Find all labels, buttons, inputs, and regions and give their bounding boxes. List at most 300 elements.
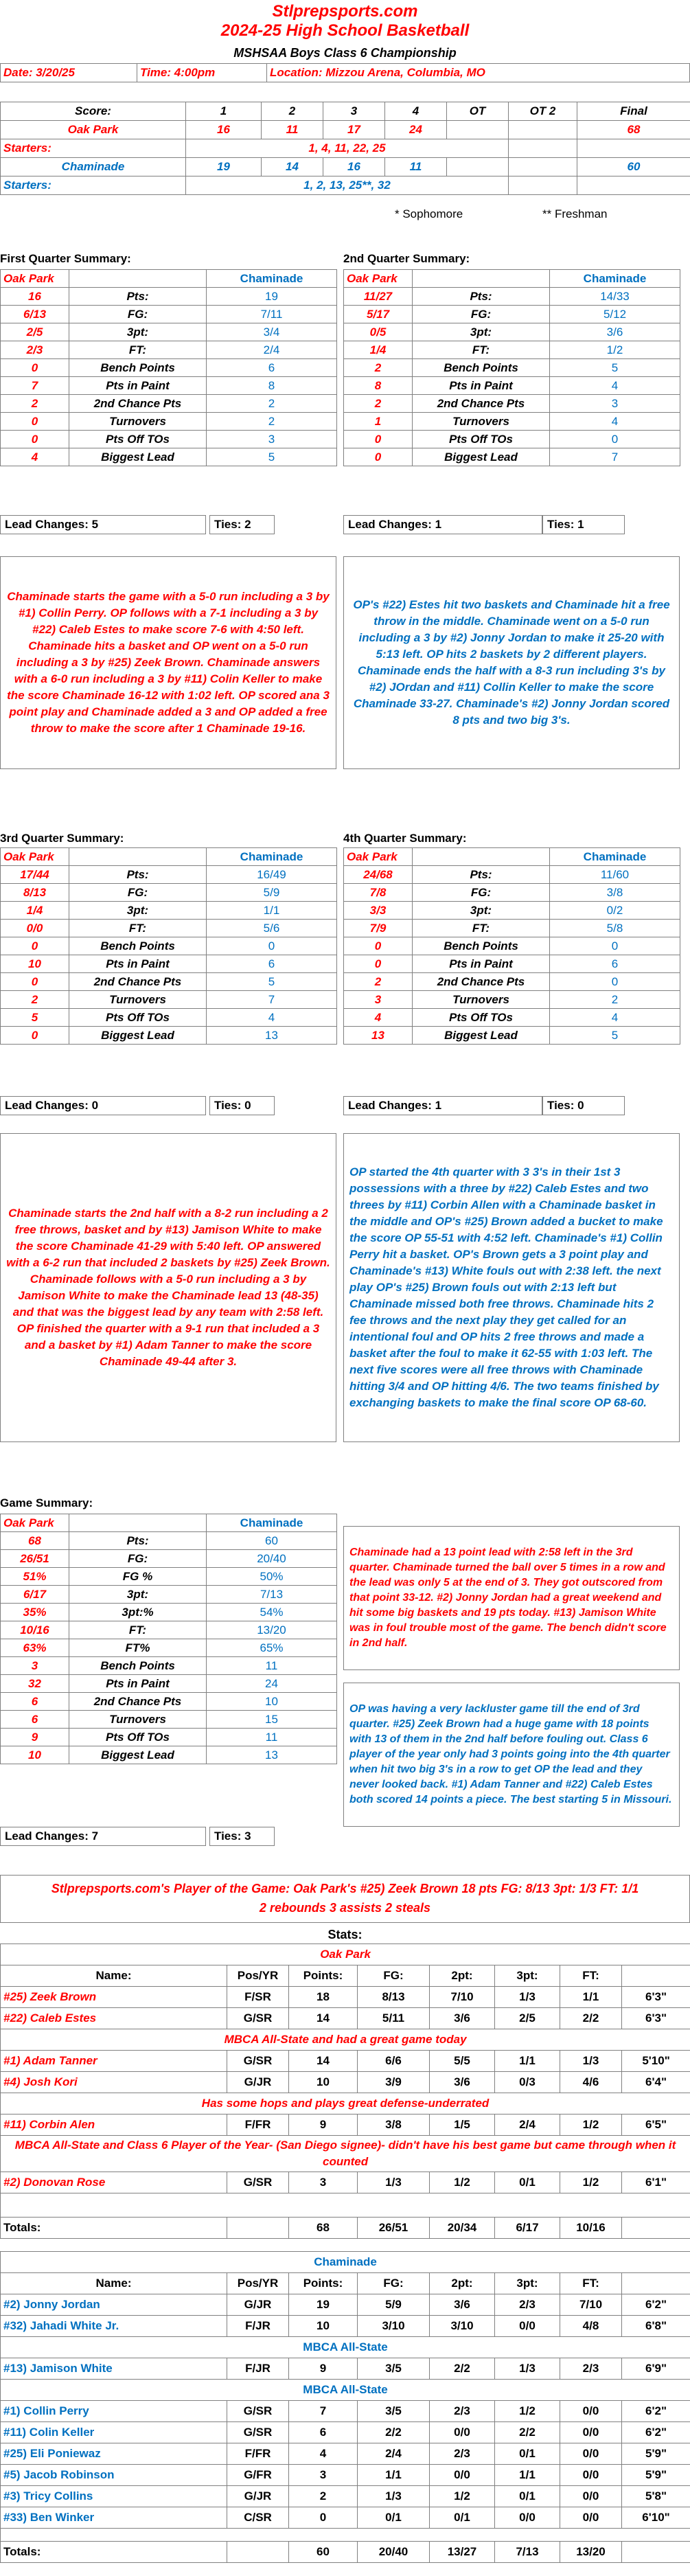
team-b-label: Chaminade	[550, 270, 680, 288]
player-pos: G/JR	[227, 2072, 289, 2093]
totals-ft: 10/16	[560, 2218, 622, 2239]
q3-title: 3rd Quarter Summary:	[0, 832, 124, 845]
q3-a-lead: 0	[1, 1027, 69, 1045]
player-pos: F/JR	[227, 2316, 289, 2337]
player-ft: 2/2	[560, 2008, 622, 2029]
player-ft: 4/8	[560, 2316, 622, 2337]
q1-b-lead: 5	[207, 448, 337, 466]
player-name: #2) Donovan Rose	[1, 2172, 227, 2193]
q3-b-to: 7	[207, 991, 337, 1009]
score-col-4: 4	[385, 102, 447, 121]
player-pos: C/SR	[227, 2507, 289, 2529]
table-row	[1, 2316, 690, 2337]
q2-b-lead: 7	[550, 448, 680, 466]
q4-b-paint: 6	[550, 955, 680, 973]
table-row	[1, 2051, 690, 2072]
score-col-final: Final	[577, 102, 690, 121]
player-2pt: 5/5	[430, 2051, 495, 2072]
q3-ties: Ties: 0	[209, 1096, 275, 1115]
chaminade-stats-table	[0, 2251, 690, 2563]
player-pos: G/FR	[227, 2465, 289, 2486]
player-height: 6'3"	[622, 1987, 690, 2008]
col-header: FG:	[358, 2273, 430, 2294]
player-ft: 7/10	[560, 2294, 622, 2316]
q3-b-3pt: 1/1	[207, 902, 337, 920]
q3-a-pts: 17/44	[1, 866, 69, 884]
q2-ties: Ties: 1	[542, 515, 625, 534]
game-b-fg: 20/40	[207, 1550, 337, 1568]
player-name: #3) Tricy Collins	[1, 2486, 227, 2507]
table-row	[1, 2294, 690, 2316]
score-cell: 16	[323, 158, 385, 176]
table-row	[1, 2008, 690, 2029]
player-name: #22) Caleb Estes	[1, 2008, 227, 2029]
player-note: MBCA All-State and had a great game today	[1, 2029, 690, 2051]
player-3pt: 0/1	[495, 2172, 560, 2193]
col-header: FG:	[358, 1965, 430, 1987]
player-name: #4) Josh Kori	[1, 2072, 227, 2093]
starters-list: 1, 4, 11, 22, 25	[186, 139, 509, 158]
q4-b-fg: 3/8	[550, 884, 680, 902]
player-name: #5) Jacob Robinson	[1, 2465, 227, 2486]
player-2pt: 0/1	[430, 2507, 495, 2529]
q4-a-ptsto: 4	[344, 1009, 413, 1027]
player-name: #25) Zeek Brown	[1, 1987, 227, 2008]
stat-label: 3pt:	[69, 1586, 207, 1604]
stat-label: Pts:	[69, 866, 207, 884]
team-b-label: Chaminade	[550, 848, 680, 866]
game-b-ftpct: 65%	[207, 1639, 337, 1657]
stat-label: FG:	[413, 884, 550, 902]
score-cell: 11	[385, 158, 447, 176]
q2-a-2nd: 2	[344, 395, 413, 413]
stat-label: Biggest Lead	[413, 1027, 550, 1045]
q3-a-fg: 8/13	[1, 884, 69, 902]
player-ft: 0/0	[560, 2443, 622, 2465]
q3-a-ptsto: 5	[1, 1009, 69, 1027]
player-2pt: 1/2	[430, 2172, 495, 2193]
game-a-3ptpct: 35%	[1, 1604, 69, 1621]
player-points: 14	[289, 2051, 358, 2072]
q3-b-paint: 6	[207, 955, 337, 973]
q1-b-ptsto: 3	[207, 431, 337, 448]
oak-park-stats-table	[0, 1944, 690, 2239]
q1-a-paint: 7	[1, 377, 69, 395]
game-b-3ptpct: 54%	[207, 1604, 337, 1621]
q4-narrative: OP started the 4th quarter with 3 3's in their 1st 3 possessions with a three by #22) Caleb Estes and two threes by #11) Corbin Allen with a Chaminade basket in the middle and OP's #25) Brown added a bucket to make the score OP 55-51 with 4:52 left. Chaminade's #1) Collin Perry hit a basket. OP's Brown gets a 3 point play and Chaminade's #13) White fouls out with 2:38 left. the next play OP's #25) Brown fouls out with 2:13 left but Chaminade missed both free throws. Chaminade hits 2 fee throws and the next play they get called for an intentional foul and OP hits 2 free throws and made a basket after the foul to make it 62-55 with 1:03 left. The next five scores were all free throws with Chaminade hitting 3/4 and OP hitting 4/6. The two teams finished by exchanging baskets to make the final score OP 68-60.	[343, 1133, 680, 1442]
player-ft: 1/2	[560, 2172, 622, 2193]
game-summary-title: Game Summary:	[0, 1496, 93, 1509]
q1-narrative: Chaminade starts the game with a 5-0 run including a 3 by #1) Collin Perry. OP follows with a 7-1 including a 3 by #22) Caleb Estes to make score 7-6 with 4:50 left. Chaminade hits a basket and OP went on a 5-0 run including a 3 by #25) Zeek Brown. Chaminade answers with a 6-0 run including a 3 by #11) Colin Keller to make the score Chaminade 16-12 with 1:02 left. OP scored ana 3 point play and Chaminade added a 3 and OP added a free throw to make the score after 1 Chaminade 19-16.	[0, 556, 336, 769]
team-name: Chaminade	[1, 158, 186, 176]
stat-label: 3pt:	[413, 323, 550, 341]
q2-b-paint: 4	[550, 377, 680, 395]
player-height: 6'4"	[622, 2072, 690, 2093]
table-row	[1, 2443, 690, 2465]
game-a-lead: 10	[1, 1746, 69, 1764]
score-cell: 24	[385, 121, 447, 139]
player-height: 5'9"	[622, 2465, 690, 2486]
score-row-chaminade	[1, 158, 690, 176]
score-cell	[447, 158, 509, 176]
player-pos: G/SR	[227, 2422, 289, 2443]
q1-b-to: 2	[207, 413, 337, 431]
totals-fg: 20/40	[358, 2542, 430, 2563]
game-b-ptsto: 11	[207, 1729, 337, 1746]
game-b-lead: 13	[207, 1746, 337, 1764]
q2-a-ft: 1/4	[344, 341, 413, 359]
stat-label: Pts Off TOs	[69, 1009, 207, 1027]
team-a-label: Oak Park	[1, 270, 69, 288]
player-ft: 0/0	[560, 2401, 622, 2422]
player-3pt: 1/3	[495, 2358, 560, 2380]
player-name: #32) Jahadi White Jr.	[1, 2316, 227, 2337]
q4-b-pts: 11/60	[550, 866, 680, 884]
q2-narrative: OP's #22) Estes hit two baskets and Chaminade hit a free throw in the middle. Chaminade went on a 5-0 run including a 3 by #2) Jonny Jordan to make it 25-20 with 5:13 left. OP hits 2 baskets by 2 different players. Chaminade ends the half with a 8-3 run including 3's by #2) JOrdan and #11) Collin Keller to make the score Chaminade 33-27. Chaminade's #2) Jonny Jordan scored 8 pts and two big 3's.	[343, 556, 680, 769]
stat-label: Pts Off TOs	[413, 431, 550, 448]
player-height: 5'9"	[622, 2443, 690, 2465]
starters-row-chaminade	[1, 176, 690, 195]
player-3pt: 1/2	[495, 2401, 560, 2422]
player-3pt: 0/0	[495, 2316, 560, 2337]
q4-b-bench: 0	[550, 937, 680, 955]
game-b-3pt: 7/13	[207, 1586, 337, 1604]
q3-a-2nd: 0	[1, 973, 69, 991]
score-cell: 19	[186, 158, 262, 176]
score-cell: 17	[323, 121, 385, 139]
stat-label: 3pt:	[413, 902, 550, 920]
q4-a-3pt: 3/3	[344, 902, 413, 920]
player-points: 4	[289, 2443, 358, 2465]
q4-b-ft: 5/8	[550, 920, 680, 937]
stat-label: Pts in Paint	[69, 1675, 207, 1693]
player-ft: 4/6	[560, 2072, 622, 2093]
player-pos: F/SR	[227, 1987, 289, 2008]
stat-label: Biggest Lead	[69, 448, 207, 466]
stat-label: Pts in Paint	[413, 955, 550, 973]
player-height: 6'1"	[622, 2172, 690, 2193]
player-height: 6'8"	[622, 2316, 690, 2337]
stat-label: Pts Off TOs	[69, 1729, 207, 1746]
player-height: 6'5"	[622, 2115, 690, 2136]
player-ft: 0/0	[560, 2465, 622, 2486]
stat-label: FT%	[69, 1639, 207, 1657]
q3-summary-table	[0, 847, 337, 1045]
q4-title: 4th Quarter Summary:	[343, 832, 467, 845]
player-2pt: 3/6	[430, 2072, 495, 2093]
totals-cell	[227, 2218, 289, 2239]
col-header: Name:	[1, 1965, 227, 1987]
starters-label: Starters:	[1, 176, 186, 195]
player-3pt: 2/2	[495, 2422, 560, 2443]
table-row	[1, 2115, 690, 2136]
q1-a-ptsto: 0	[1, 431, 69, 448]
player-fg: 5/11	[358, 2008, 430, 2029]
score-col-ot: OT	[447, 102, 509, 121]
stat-label: Turnovers	[69, 413, 207, 431]
col-header: 2pt:	[430, 1965, 495, 1987]
q4-ties: Ties: 0	[542, 1096, 625, 1115]
stat-label: 3pt:	[69, 902, 207, 920]
player-pos: G/SR	[227, 2401, 289, 2422]
player-pos: F/JR	[227, 2358, 289, 2380]
q1-summary-table	[0, 269, 337, 466]
q1-lead-changes: Lead Changes: 5	[0, 515, 206, 534]
player-note: MBCA All-State	[1, 2337, 690, 2358]
score-cell	[509, 121, 577, 139]
player-name: #25) Eli Poniewaz	[1, 2443, 227, 2465]
player-fg: 2/2	[358, 2422, 430, 2443]
team-name: Oak Park	[1, 121, 186, 139]
q3-a-ft: 0/0	[1, 920, 69, 937]
score-cell: 11	[262, 121, 323, 139]
totals-label: Totals:	[1, 2218, 227, 2239]
final-score: 68	[577, 121, 690, 139]
q1-a-bench: 0	[1, 359, 69, 377]
stat-label: FG:	[69, 306, 207, 323]
player-2pt: 7/10	[430, 1987, 495, 2008]
q3-a-bench: 0	[1, 937, 69, 955]
game-a-ft: 10/16	[1, 1621, 69, 1639]
col-header: FT:	[560, 2273, 622, 2294]
player-2pt: 3/6	[430, 2008, 495, 2029]
game-location: Location: Mizzou Arena, Columbia, MO	[267, 64, 690, 82]
player-2pt: 1/2	[430, 2486, 495, 2507]
player-pos: G/SR	[227, 2051, 289, 2072]
stat-label: FG:	[413, 306, 550, 323]
table-row	[1, 2422, 690, 2443]
player-points: 7	[289, 2401, 358, 2422]
col-header: FT:	[560, 1965, 622, 1987]
q2-a-3pt: 0/5	[344, 323, 413, 341]
team-b-label: Chaminade	[207, 270, 337, 288]
player-fg: 1/3	[358, 2172, 430, 2193]
table-row	[1, 2465, 690, 2486]
game-date: Date: 3/20/25	[1, 64, 137, 82]
game-lead-changes: Lead Changes: 7	[0, 1827, 206, 1846]
player-fg: 0/1	[358, 2507, 430, 2529]
player-pos: G/SR	[227, 2172, 289, 2193]
q1-b-3pt: 3/4	[207, 323, 337, 341]
player-points: 0	[289, 2507, 358, 2529]
stat-label: Pts in Paint	[413, 377, 550, 395]
table-row	[1, 2401, 690, 2422]
game-narrative-oak-park: OP was having a very lackluster game till the end of 3rd quarter. #25) Zeek Brown had a huge game with 18 points with 13 of them in the 2nd half before fouling out. Class 6 player of the year only had 3 points going into the 4th quarter when hit two big 3's in a row to get OP the lead and they never looked back. #1) Adam Tanner and #22) Caleb Estes both scored 14 points a piece. The best starting 5 in Missouri.	[343, 1683, 680, 1827]
team-a-label: Oak Park	[1, 848, 69, 866]
player-note: Has some hops and plays great defense-underrated	[1, 2093, 690, 2115]
table-row	[1, 2486, 690, 2507]
player-fg: 8/13	[358, 1987, 430, 2008]
player-name: #1) Collin Perry	[1, 2401, 227, 2422]
q3-b-2nd: 5	[207, 973, 337, 991]
player-points: 10	[289, 2072, 358, 2093]
q2-a-bench: 2	[344, 359, 413, 377]
q1-a-to: 0	[1, 413, 69, 431]
player-height: 6'10"	[622, 2507, 690, 2529]
q1-a-ft: 2/3	[1, 341, 69, 359]
stat-label: Pts in Paint	[69, 377, 207, 395]
stat-label: Pts:	[69, 1532, 207, 1550]
game-a-paint: 32	[1, 1675, 69, 1693]
player-points: 3	[289, 2465, 358, 2486]
stat-label: Pts Off TOs	[69, 431, 207, 448]
totals-cell	[622, 2542, 690, 2563]
player-fg: 2/4	[358, 2443, 430, 2465]
score-col-ot2: OT 2	[509, 102, 577, 121]
stat-label: Pts:	[413, 288, 550, 306]
game-b-pts: 60	[207, 1532, 337, 1550]
q1-a-pts: 16	[1, 288, 69, 306]
stat-label: 2nd Chance Pts	[413, 395, 550, 413]
player-2pt: 0/0	[430, 2465, 495, 2486]
totals-points: 60	[289, 2542, 358, 2563]
player-3pt: 0/1	[495, 2443, 560, 2465]
player-pos: G/JR	[227, 2294, 289, 2316]
player-points: 14	[289, 2008, 358, 2029]
player-ft: 2/3	[560, 2358, 622, 2380]
player-pos: F/FR	[227, 2115, 289, 2136]
player-pos: G/SR	[227, 2008, 289, 2029]
player-3pt: 2/5	[495, 2008, 560, 2029]
player-2pt: 1/5	[430, 2115, 495, 2136]
col-header	[622, 2273, 690, 2294]
q1-a-2nd: 2	[1, 395, 69, 413]
q3-b-lead: 13	[207, 1027, 337, 1045]
stat-label: Turnovers	[69, 991, 207, 1009]
score-col-3: 3	[323, 102, 385, 121]
player-points: 9	[289, 2358, 358, 2380]
player-name: #11) Corbin Alen	[1, 2115, 227, 2136]
q4-a-pts: 24/68	[344, 866, 413, 884]
team-a-label: Oak Park	[344, 848, 413, 866]
player-ft: 0/0	[560, 2422, 622, 2443]
totals-row	[1, 2542, 690, 2563]
score-col-1: 1	[186, 102, 262, 121]
q4-b-ptsto: 4	[550, 1009, 680, 1027]
player-height: 5'10"	[622, 2051, 690, 2072]
col-header: Pos/YR	[227, 1965, 289, 1987]
stat-label: Bench Points	[69, 359, 207, 377]
q1-a-3pt: 2/5	[1, 323, 69, 341]
q2-a-paint: 8	[344, 377, 413, 395]
q3-b-bench: 0	[207, 937, 337, 955]
team-a-label: Oak Park	[1, 1514, 69, 1532]
stat-label: Biggest Lead	[69, 1746, 207, 1764]
player-2pt: 2/2	[430, 2358, 495, 2380]
q3-a-3pt: 1/4	[1, 902, 69, 920]
q4-a-bench: 0	[344, 937, 413, 955]
q4-b-to: 2	[550, 991, 680, 1009]
player-points: 10	[289, 2316, 358, 2337]
col-header: 2pt:	[430, 2273, 495, 2294]
game-narrative-chaminade: Chaminade had a 13 point lead with 2:58 left in the 3rd quarter. Chaminade turned the ball over 5 times in a row and the lead was only 5 at the end of 3. They got outscored from that point 33-12. #2) Jonny Jordan had a great weekend and hit some big baskets and 19 pts today. #13) Jamison White was in foul trouble most of the game. The bench didn't score in 2nd half.	[343, 1526, 680, 1670]
game-b-ft: 13/20	[207, 1621, 337, 1639]
player-points: 19	[289, 2294, 358, 2316]
q2-a-lead: 0	[344, 448, 413, 466]
score-header-row	[1, 102, 690, 121]
player-height: 6'2"	[622, 2422, 690, 2443]
player-3pt: 1/1	[495, 2465, 560, 2486]
site-name: Stlprepsports.com	[272, 2, 418, 21]
game-b-bench: 11	[207, 1657, 337, 1675]
q2-lead-changes: Lead Changes: 1	[343, 515, 542, 534]
stat-label: 3pt:	[69, 323, 207, 341]
player-points: 9	[289, 2115, 358, 2136]
game-a-bench: 3	[1, 1657, 69, 1675]
player-2pt: 3/10	[430, 2316, 495, 2337]
q1-ties: Ties: 2	[209, 515, 275, 534]
player-3pt: 2/3	[495, 2294, 560, 2316]
q3-b-fg: 5/9	[207, 884, 337, 902]
game-a-fgpct: 51%	[1, 1568, 69, 1586]
game-a-ftpct: 63%	[1, 1639, 69, 1657]
stat-label: Pts in Paint	[69, 955, 207, 973]
q4-summary-table	[343, 847, 680, 1045]
q3-b-ptsto: 4	[207, 1009, 337, 1027]
game-a-pts: 68	[1, 1532, 69, 1550]
player-of-game-line1: Stlprepsports.com's Player of the Game: Oak Park's #25) Zeek Brown 18 pts FG: 8/13 3pt: 1/3 FT: 1/1	[51, 1882, 639, 1895]
player-note: MBCA All-State	[1, 2380, 690, 2401]
player-fg: 3/8	[358, 2115, 430, 2136]
score-cell: 14	[262, 158, 323, 176]
stat-label: Pts:	[69, 288, 207, 306]
score-cell	[509, 158, 577, 176]
q2-b-2nd: 3	[550, 395, 680, 413]
q1-b-ft: 2/4	[207, 341, 337, 359]
team-header-chaminade: Chaminade	[1, 2252, 690, 2273]
player-ft: 1/2	[560, 2115, 622, 2136]
totals-2pt: 13/27	[430, 2542, 495, 2563]
team-a-label: Oak Park	[344, 270, 413, 288]
stat-label: FG %	[69, 1568, 207, 1586]
team-header-oak-park: Oak Park	[1, 1944, 690, 1965]
game-a-ptsto: 9	[1, 1729, 69, 1746]
player-fg: 3/10	[358, 2316, 430, 2337]
q1-title: First Quarter Summary:	[0, 252, 131, 265]
stat-label: FT:	[413, 341, 550, 359]
col-header: Pos/YR	[227, 2273, 289, 2294]
q2-b-fg: 5/12	[550, 306, 680, 323]
starters-list: 1, 2, 13, 25**, 32	[186, 176, 509, 195]
q4-a-lead: 13	[344, 1027, 413, 1045]
player-2pt: 2/3	[430, 2401, 495, 2422]
stats-header-row	[1, 1965, 690, 1987]
player-fg: 3/5	[358, 2358, 430, 2380]
stat-label: 2nd Chance Pts	[69, 1693, 207, 1711]
q4-a-to: 3	[344, 991, 413, 1009]
totals-2pt: 20/34	[430, 2218, 495, 2239]
stat-label: 2nd Chance Pts	[69, 973, 207, 991]
player-name: #33) Ben Winker	[1, 2507, 227, 2529]
q2-summary-table	[343, 269, 680, 466]
player-points: 6	[289, 2422, 358, 2443]
q3-b-pts: 16/49	[207, 866, 337, 884]
q4-a-fg: 7/8	[344, 884, 413, 902]
table-row	[1, 2358, 690, 2380]
q3-b-ft: 5/6	[207, 920, 337, 937]
q4-a-2nd: 2	[344, 973, 413, 991]
stat-label: FT:	[69, 1621, 207, 1639]
player-name: #13) Jamison White	[1, 2358, 227, 2380]
player-3pt: 0/3	[495, 2072, 560, 2093]
player-ft: 0/0	[560, 2507, 622, 2529]
stat-label: 2nd Chance Pts	[69, 395, 207, 413]
player-3pt: 1/1	[495, 2051, 560, 2072]
player-ft: 1/3	[560, 2051, 622, 2072]
player-fg: 5/9	[358, 2294, 430, 2316]
game-a-3pt: 6/17	[1, 1586, 69, 1604]
stat-label: Turnovers	[413, 991, 550, 1009]
